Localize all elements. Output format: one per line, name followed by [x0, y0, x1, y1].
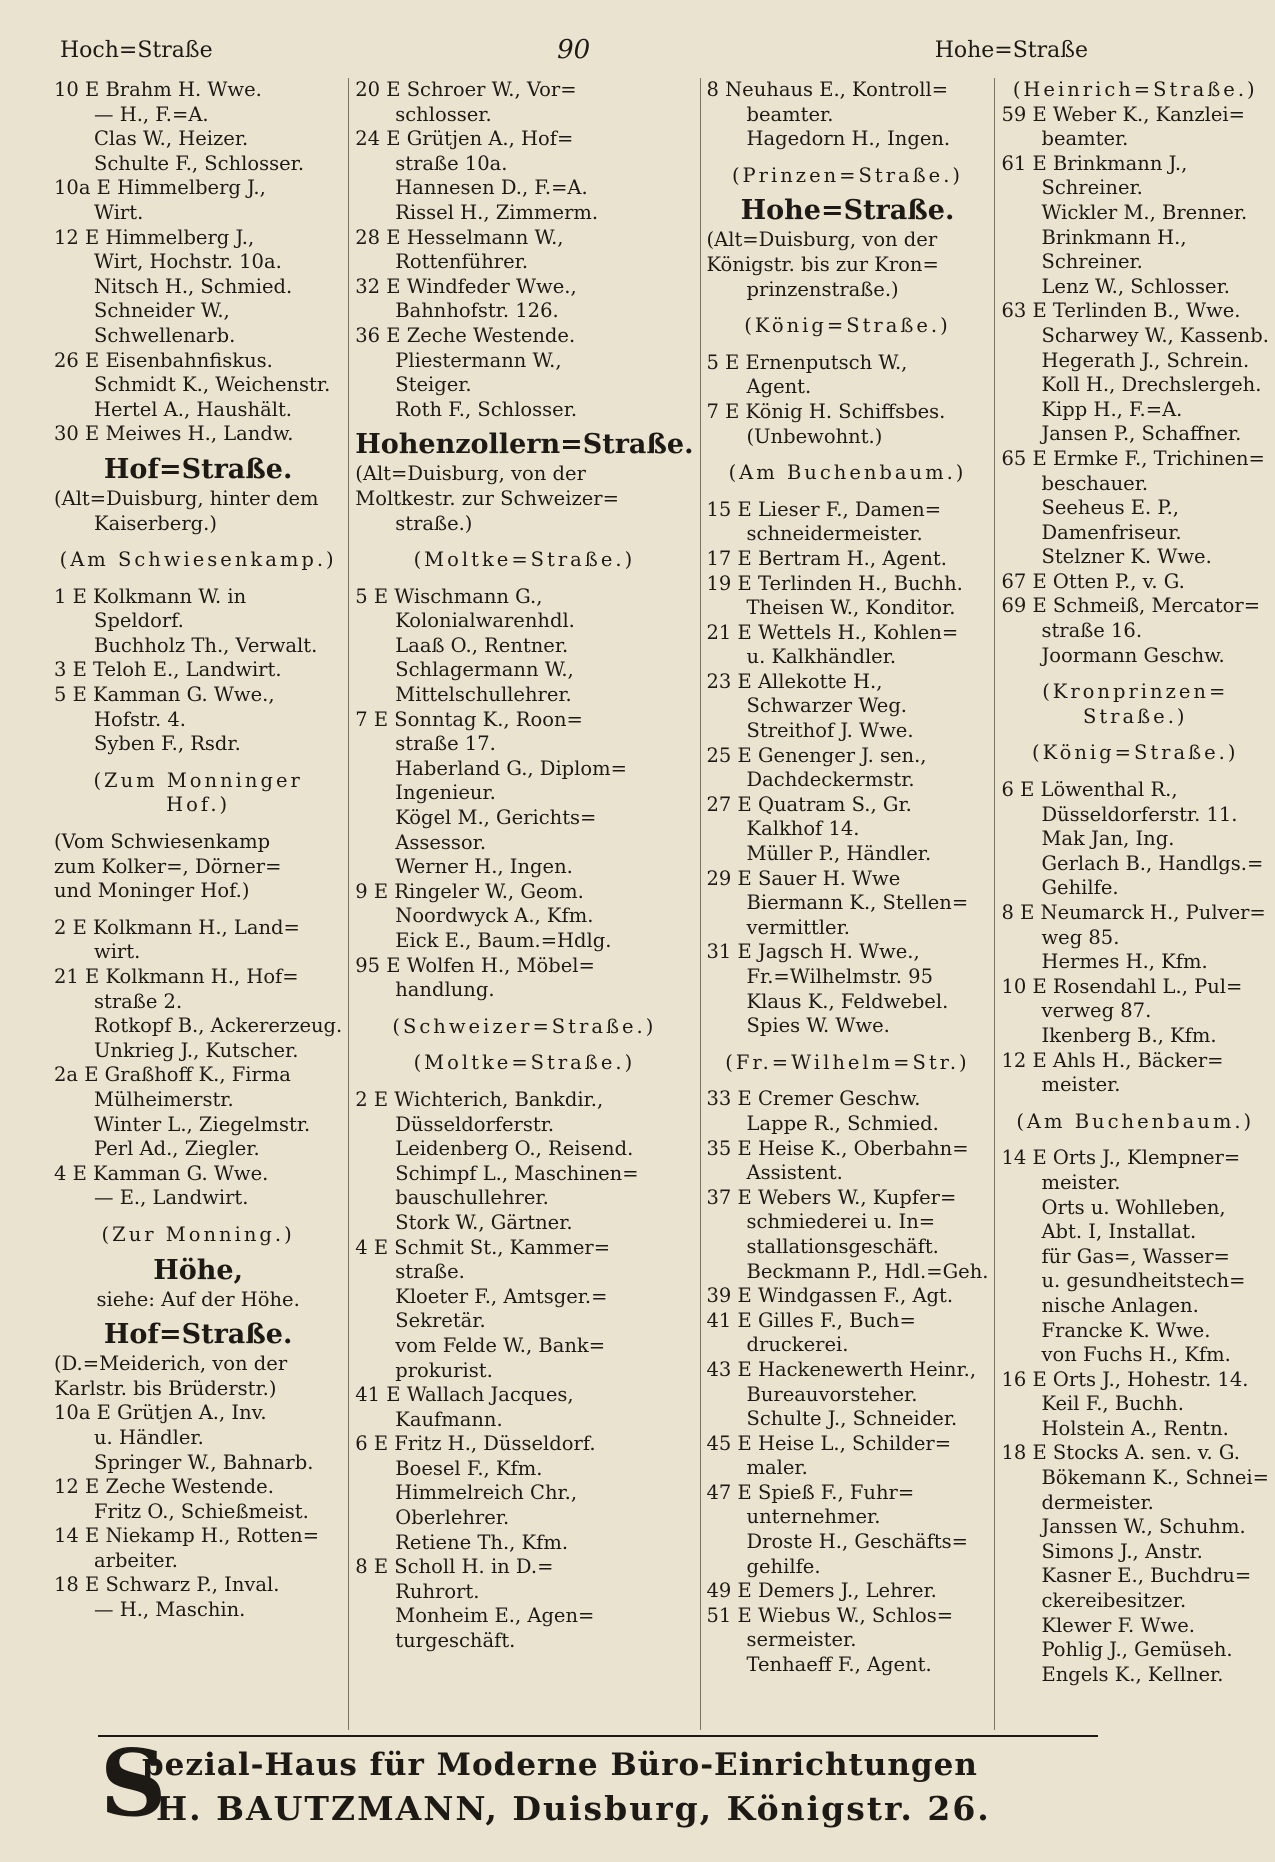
entry-line: 49 E Demers J., Lehrer.: [706, 1579, 937, 1603]
entry-line: Schlagermann W.,: [395, 658, 574, 682]
entry-line: (Alt=Duisburg, von der: [706, 228, 938, 252]
cross-street-note: (Am Buchenbaum.): [1016, 1109, 1255, 1133]
entry-line: 2a E Graßhoff K., Firma: [54, 1063, 291, 1087]
entry-line: Dachdeckermstr.: [746, 768, 915, 792]
entry-line: 25 E Genenger J. sen.,: [706, 743, 927, 767]
entry-line: vom Felde W., Bank=: [395, 1333, 606, 1357]
entry-line: und Moninger Hof.): [54, 879, 250, 903]
entry-line: Steiger.: [395, 373, 472, 397]
entry-line: Pliestermann W.,: [395, 348, 562, 372]
entry-line: Hertel A., Haushält.: [94, 397, 293, 421]
entry-line: Streithof J. Wwe.: [746, 719, 914, 743]
entry-line: Holstein A., Rentn.: [1041, 1416, 1229, 1440]
entry-line: Speldorf.: [94, 609, 184, 633]
entry-line: Roth F., Schlosser.: [395, 397, 578, 421]
entry-line: 4 E Schmit St., Kammer=: [355, 1235, 611, 1259]
entry-line: 3 E Teloh E., Landwirt.: [54, 658, 282, 682]
entry-line: u. Händler.: [94, 1425, 204, 1449]
entry-line: gehilfe.: [746, 1554, 821, 1578]
entry-line: Assessor.: [395, 830, 487, 854]
entry-line: Keil F., Buchh.: [1041, 1392, 1184, 1416]
spacer: [707, 449, 989, 461]
entry-line: 12 E Zeche Westende.: [54, 1475, 274, 1499]
entry-line: Ruhrort.: [395, 1579, 480, 1603]
street-heading: Hof=Straße.: [103, 453, 293, 485]
entry-line: Tenhaeff F., Agent.: [746, 1653, 932, 1677]
entry-line: Unkrieg J., Kutscher.: [94, 1038, 299, 1062]
entry-line: 23 E Allekotte H.,: [706, 669, 883, 693]
entry-line: 17 E Bertram H., Agent.: [706, 546, 947, 570]
cross-street-note: (Zur Monning.): [101, 1222, 295, 1246]
spacer: [54, 904, 342, 916]
entry-line: Bureauvorsteher.: [746, 1382, 918, 1406]
entry-line: 37 E Webers W., Kupfer=: [706, 1185, 957, 1209]
columns: [52, 78, 1270, 1730]
entry-line: Brinkmann H.,: [1041, 225, 1187, 249]
entry-line: 6 E Löwenthal R.,: [1001, 778, 1178, 802]
entry-line: straße.): [395, 511, 473, 535]
entry-line: 69 E Schmeiß, Mercator=: [1001, 594, 1261, 618]
entry-line: Kaiserberg.): [94, 511, 217, 535]
cross-street-note: Straße.): [1082, 704, 1188, 728]
entry-line: 21 E Kolkmann H., Hof=: [54, 965, 299, 988]
spacer: [54, 1211, 342, 1223]
entry-line: 32 E Windfeder Wwe.,: [355, 274, 577, 298]
entry-line: Schwellenarb.: [94, 323, 236, 347]
entry-line: 8 E Neumarck H., Pulver=: [1001, 901, 1266, 924]
entry-line: 10a E Himmelberg J.,: [54, 176, 266, 200]
entry-line: 61 E Brinkmann J.,: [1001, 151, 1188, 175]
entry-line: Haberland G., Diplom=: [395, 756, 627, 780]
entry-line: — E., Landwirt.: [94, 1186, 249, 1210]
entry-line: Hannesen D., F.=A.: [395, 176, 588, 200]
entry-line: 41 E Gilles F., Buch=: [706, 1308, 916, 1332]
entry-line: Assistent.: [746, 1161, 843, 1185]
entry-line: vermittler.: [746, 915, 850, 939]
entry-line: Schmidt K., Weichenstr.: [94, 373, 331, 397]
entry-line: siehe: Auf der Höhe.: [96, 1287, 300, 1311]
entry-line: 8 E Scholl H. in D.=: [355, 1555, 554, 1579]
spacer: [54, 573, 342, 585]
entry-line: Ikenberg B., Kfm.: [1041, 1023, 1217, 1047]
entry-line: Leidenberg O., Reisend.: [395, 1137, 634, 1161]
entry-line: 47 E Spieß F., Fuhr=: [706, 1480, 915, 1504]
entry-line: Schulte F., Schlosser.: [94, 151, 305, 175]
entry-line: 36 E Zeche Westende.: [355, 323, 576, 347]
cross-street-note: (Moltke=Straße.): [413, 548, 636, 572]
entry-line: — H., F.=A.: [94, 102, 209, 126]
cross-street-note: (Heinrich=Straße.): [1012, 78, 1258, 101]
spacer: [54, 536, 342, 548]
entry-line: 16 E Orts J., Hohestr. 14.: [1001, 1367, 1249, 1391]
entry-line: Mülheimerstr.: [94, 1087, 234, 1111]
entry-line: (Unbewohnt.): [746, 424, 883, 448]
entry-line: handlung.: [395, 978, 495, 1002]
spacer: [1001, 1134, 1269, 1146]
spacer: [707, 152, 989, 164]
street-heading: Hof=Straße.: [103, 1319, 293, 1351]
entry-line: Agent.: [746, 375, 812, 399]
spacer: [54, 818, 342, 830]
entry-line: beamter.: [746, 102, 834, 126]
entry-line: u. Kalkhändler.: [746, 645, 897, 669]
street-heading: Hohe=Straße.: [740, 195, 955, 227]
entry-line: Kolonialwarenhdl.: [395, 609, 575, 633]
entry-line: Moltkestr. zur Schweizer=: [355, 486, 619, 510]
spacer: [707, 339, 989, 351]
entry-line: Scharwey W., Kassenb.: [1041, 323, 1269, 347]
column-4: [994, 78, 1275, 1730]
entry-line: Francke K. Wwe.: [1041, 1318, 1211, 1342]
entry-line: Ingenieur.: [395, 781, 496, 805]
entry-line: 20 E Schroer W., Vor=: [355, 78, 577, 101]
entry-line: Simons J., Anstr.: [1041, 1539, 1203, 1563]
entry-line: Schreiner.: [1041, 176, 1143, 200]
entry-line: Schulte J., Schneider.: [746, 1407, 958, 1431]
entry-line: von Fuchs H., Kfm.: [1041, 1343, 1231, 1367]
entry-line: 7 E Sonntag K., Roon=: [355, 707, 583, 731]
entry-line: — H., Maschin.: [94, 1598, 246, 1622]
entry-line: Düsseldorferstr.: [395, 1112, 555, 1136]
entry-line: sermeister.: [746, 1628, 857, 1652]
entry-line: Schreiner.: [1041, 250, 1143, 274]
entry-line: Hegerath J., Schrein.: [1041, 348, 1250, 372]
entry-line: zum Kolker=, Dörner=: [54, 854, 282, 878]
entry-line: Oberlehrer.: [395, 1506, 510, 1530]
entry-line: 41 E Wallach Jacques,: [355, 1383, 574, 1407]
entry-line: Abt. I, Installat.: [1041, 1220, 1197, 1244]
entry-line: bauschullehrer.: [395, 1186, 549, 1210]
entry-line: beschauer.: [1041, 471, 1149, 495]
spacer: [355, 1076, 693, 1088]
ad-line-2: H. BAUTZMANN, Duisburg, Königstr. 26.: [156, 1789, 991, 1828]
entry-line: verweg 87.: [1041, 999, 1152, 1023]
entry-line: ckereibesitzer.: [1041, 1589, 1187, 1613]
entry-line: Janssen W., Schuhm.: [1041, 1515, 1246, 1539]
entry-line: 59 E Weber K., Kanzlei=: [1001, 102, 1245, 126]
entry-line: Rissel H., Zimmerm.: [395, 200, 599, 224]
entry-line: Biermann K., Stellen=: [746, 891, 969, 915]
spacer: [1001, 766, 1269, 778]
cross-street-note: (Am Schwiesenkamp.): [59, 548, 337, 572]
entry-line: Jansen P., Schaffner.: [1041, 422, 1242, 446]
entry-line: Kasner E., Buchdru=: [1041, 1564, 1252, 1588]
entry-line: Schimpf L., Maschinen=: [395, 1161, 639, 1185]
entry-line: Perl Ad., Ziegler.: [94, 1137, 260, 1161]
entry-line: 29 E Sauer H. Wwe: [706, 866, 901, 890]
entry-line: Seeheus E. P.,: [1041, 496, 1179, 520]
entry-line: 18 E Schwarz P., Inval.: [54, 1573, 280, 1597]
entry-line: 27 E Quatram S., Gr.: [706, 792, 912, 816]
entry-line: Königstr. bis zur Kron=: [706, 252, 939, 276]
spacer: [707, 1075, 989, 1087]
ad-line-1: pezial-Haus für Moderne Büro-Einrichtungen: [142, 1747, 978, 1783]
spacer: [707, 1039, 989, 1051]
entry-line: Sekretär.: [395, 1309, 486, 1333]
entry-line: 28 E Hesselmann W.,: [355, 225, 564, 249]
entry-line: Spies W. Wwe.: [746, 1014, 890, 1038]
entry-line: 5 E Ernenputsch W.,: [706, 350, 908, 374]
entry-line: 5 E Wischmann G.,: [355, 584, 543, 608]
entry-line: 15 E Lieser F., Damen=: [706, 497, 942, 521]
entry-line: Syben F., Rsdr.: [94, 732, 241, 756]
entry-line: Stelzner K. Wwe.: [1041, 545, 1212, 569]
entry-line: Nitsch H., Schmied.: [94, 274, 293, 298]
entry-line: Hagedorn H., Ingen.: [746, 127, 951, 151]
spacer: [355, 536, 693, 548]
entry-line: Springer W., Bahnarb.: [94, 1450, 314, 1474]
column-1: [52, 78, 348, 1730]
entry-line: 95 E Wolfen H., Möbel=: [355, 953, 595, 977]
entry-line: meister.: [1041, 1073, 1121, 1097]
entry-line: 14 E Niekamp H., Rotten=: [54, 1524, 320, 1548]
entry-line: Düsseldorferstr. 11.: [1041, 802, 1238, 826]
entry-line: Laaß O., Rentner.: [395, 633, 569, 657]
entry-line: 5 E Kamman G. Wwe.,: [54, 683, 275, 707]
entry-line: für Gas=, Wasser=: [1041, 1244, 1230, 1268]
entry-line: Rotkopf B., Ackererzeug.: [94, 1014, 343, 1038]
entry-line: Engels K., Kellner.: [1041, 1662, 1224, 1686]
entry-line: Wirt.: [94, 200, 144, 224]
entry-line: meister.: [1041, 1170, 1121, 1194]
entry-line: Droste H., Geschäfts=: [746, 1530, 969, 1554]
entry-line: Mak Jan, Ing.: [1041, 827, 1175, 851]
entry-line: 10 E Brahm H. Wwe.: [54, 78, 262, 101]
entry-line: Klewer F. Wwe.: [1041, 1613, 1195, 1637]
entry-line: Müller P., Händler.: [746, 842, 932, 866]
entry-line: 21 E Wettels H., Kohlen=: [706, 620, 959, 644]
entry-line: Wirt, Hochstr. 10a.: [94, 250, 282, 274]
entry-line: Schwarzer Weg.: [746, 694, 908, 718]
cross-street-note: (König=Straße.): [1031, 741, 1239, 765]
entry-line: weg 85.: [1041, 925, 1120, 949]
cross-street-note: (Zum Monninger: [93, 768, 303, 792]
entry-line: 45 E Heise L., Schilder=: [706, 1431, 952, 1455]
entry-line: 43 E Hackenewerth Heinr.,: [706, 1357, 977, 1381]
spacer: [1001, 1098, 1269, 1110]
entry-line: Kalkhof 14.: [746, 817, 860, 841]
entry-line: arbeiter.: [94, 1548, 178, 1572]
entry-line: Retiene Th., Kfm.: [395, 1530, 569, 1554]
entry-line: Noordwyck A., Kfm.: [395, 904, 594, 928]
entry-line: Kloeter F., Amtsger.=: [395, 1284, 608, 1308]
entry-line: straße 17.: [395, 732, 496, 756]
spacer: [1001, 729, 1269, 741]
entry-line: straße 2.: [94, 989, 183, 1013]
page-number: 90: [557, 35, 591, 65]
entry-line: Schneider W.,: [94, 299, 230, 323]
entry-line: nische Anlagen.: [1041, 1293, 1199, 1317]
entry-line: Fr.=Wilhelmstr. 95: [746, 965, 933, 988]
entry-line: 33 E Cremer Geschw.: [706, 1087, 921, 1111]
entry-line: Hofstr. 4.: [94, 707, 186, 731]
entry-line: 10a E Grütjen A., Inv.: [54, 1401, 267, 1425]
entry-line: Bahnhofstr. 126.: [395, 299, 559, 323]
entry-line: schneidermeister.: [746, 522, 923, 546]
spacer: [355, 1003, 693, 1015]
entry-line: 2 E Kolkmann H., Land=: [54, 915, 300, 939]
header-left-street: Hoch=Straße: [60, 37, 213, 63]
entry-line: Theisen W., Konditor.: [746, 596, 956, 620]
entry-line: Werner H., Ingen.: [395, 855, 573, 879]
street-heading: Hohenzollern=Straße.: [355, 429, 694, 461]
entry-line: straße.: [395, 1260, 465, 1284]
entry-line: Fritz O., Schießmeist.: [94, 1499, 309, 1523]
entry-line: 10 E Rosendahl L., Pul=: [1001, 974, 1243, 998]
entry-line: Winter L., Ziegelmstr.: [94, 1112, 311, 1136]
entry-line: Monheim E., Agen=: [395, 1604, 595, 1628]
entry-line: Orts u. Wohlleben,: [1041, 1195, 1226, 1219]
entry-line: Pohlig J., Gemüseh.: [1041, 1638, 1233, 1662]
entry-line: 2 E Wichterich, Bankdir.,: [355, 1087, 604, 1111]
entry-line: Wickler M., Brenner.: [1041, 200, 1248, 224]
entry-line: Karlstr. bis Brüderstr.): [54, 1376, 277, 1400]
entry-line: Rottenführer.: [395, 250, 529, 274]
entry-line: 35 E Heise K., Oberbahn=: [706, 1136, 969, 1160]
entry-line: 24 E Grütjen A., Hof=: [355, 127, 574, 151]
column-3: [700, 78, 995, 1730]
entry-line: 7 E König H. Schiffsbes.: [706, 399, 946, 423]
entry-line: (Vom Schwiesenkamp: [54, 830, 271, 854]
entry-line: prokurist.: [395, 1358, 493, 1382]
entry-line: (Alt=Duisburg, hinter dem: [54, 486, 319, 510]
entry-line: Klaus K., Feldwebel.: [746, 989, 949, 1013]
entry-line: Beckmann P., Hdl.=Geh.: [746, 1259, 989, 1283]
entry-line: 9 E Ringeler W., Geom.: [355, 879, 584, 903]
entry-line: 4 E Kamman G. Wwe.: [54, 1161, 269, 1185]
entry-line: Gehilfe.: [1041, 876, 1119, 900]
entry-line: 6 E Fritz H., Düsseldorf.: [355, 1432, 596, 1456]
entry-line: straße 16.: [1041, 619, 1143, 643]
entry-line: maler.: [746, 1456, 808, 1480]
entry-line: Kaufmann.: [395, 1407, 503, 1431]
cross-street-note: Hof.): [166, 793, 231, 817]
entry-line: 67 E Otten P., v. G.: [1001, 569, 1185, 593]
cross-street-note: (Moltke=Straße.): [413, 1051, 636, 1075]
entry-line: Bökemann K., Schnei=: [1041, 1466, 1270, 1490]
cross-street-note: (Fr.=Wilhelm=Str.): [725, 1050, 970, 1074]
entry-line: Gerlach B., Handlgs.=: [1041, 851, 1264, 875]
spacer: [355, 573, 693, 585]
entry-line: 8 Neuhaus E., Kontroll=: [706, 78, 949, 101]
entry-line: 63 E Terlinden B., Wwe.: [1001, 299, 1241, 323]
spacer: [1001, 668, 1269, 680]
page-header: [60, 30, 1088, 70]
entry-line: Hermes H., Kfm.: [1041, 950, 1208, 974]
cross-street-note: (Kronprinzen=: [1042, 680, 1229, 704]
advertisement-footer: [98, 1729, 1098, 1839]
entry-line: 1 E Kolkmann W. in: [54, 584, 247, 608]
header-right-street: Hohe=Straße: [934, 37, 1088, 63]
entry-line: 19 E Terlinden H., Buchh.: [706, 571, 963, 595]
entry-line: turgeschäft.: [395, 1629, 516, 1653]
entry-line: dermeister.: [1041, 1490, 1154, 1514]
entry-line: schlosser.: [395, 102, 492, 126]
entry-line: Damenfriseur.: [1041, 520, 1182, 544]
entry-line: 30 E Meiwes H., Landw.: [54, 422, 294, 446]
spacer: [54, 757, 342, 769]
entry-line: u. gesundheitstech=: [1041, 1269, 1246, 1293]
entry-line: Lenz W., Schlosser.: [1041, 274, 1230, 298]
entry-line: beamter.: [1041, 127, 1129, 151]
entry-line: Himmelreich Chr.,: [395, 1481, 578, 1505]
column-2: [348, 78, 699, 1730]
entry-line: stallationsgeschäft.: [746, 1234, 939, 1258]
entry-line: unternehmer.: [746, 1505, 881, 1529]
entry-line: Stork W., Gärtner.: [395, 1210, 573, 1234]
cross-street-note: (Schweizer=Straße.): [392, 1014, 657, 1038]
ad-initial-letter: S: [100, 1729, 167, 1837]
entry-line: Joormann Geschw.: [1041, 643, 1225, 667]
entry-line: (D.=Meiderich, von der: [54, 1352, 288, 1376]
entry-line: 12 E Ahls H., Bäcker=: [1001, 1048, 1224, 1072]
entry-line: 39 E Windgassen F., Agt.: [706, 1284, 954, 1308]
entry-line: druckerei.: [746, 1333, 849, 1357]
entry-line: 26 E Eisenbahnfiskus.: [54, 348, 273, 372]
entry-line: Eick E., Baum.=Hdlg.: [395, 929, 612, 952]
cross-street-note: (Am Buchenbaum.): [728, 461, 967, 485]
entry-line: (Alt=Duisburg, von der: [355, 462, 586, 486]
entry-line: 18 E Stocks A. sen. v. G.: [1001, 1441, 1240, 1465]
spacer: [707, 302, 989, 314]
entry-line: Mittelschullehrer.: [395, 683, 572, 707]
entry-line: 51 E Wiebus W., Schlos=: [706, 1603, 954, 1627]
entry-line: 31 E Jagsch H. Wwe.,: [706, 940, 920, 964]
entry-line: 12 E Himmelberg J.,: [54, 225, 255, 249]
entry-line: wirt.: [94, 940, 141, 964]
spacer: [355, 1039, 693, 1051]
entry-line: Clas W., Heizer.: [94, 127, 249, 151]
cross-street-note: (Prinzen=Straße.): [731, 163, 964, 187]
entry-line: straße 10a.: [395, 151, 508, 175]
entry-line: schmiederei u. In=: [746, 1210, 936, 1234]
entry-line: Lappe R., Schmied.: [746, 1111, 939, 1135]
street-heading: Höhe,: [153, 1254, 243, 1286]
entry-line: Boesel F., Kfm.: [395, 1456, 543, 1480]
entry-line: Kögel M., Gerichts=: [395, 806, 597, 830]
entry-line: prinzenstraße.): [746, 277, 899, 301]
cross-street-note: (König=Straße.): [744, 314, 951, 338]
spacer: [707, 486, 989, 498]
entry-line: Koll H., Drechslergeh.: [1041, 373, 1262, 397]
entry-line: Buchholz Th., Verwalt.: [94, 633, 318, 657]
entry-line: Kipp H., F.=A.: [1041, 397, 1183, 421]
entry-line: 14 E Orts J., Klempner=: [1001, 1146, 1241, 1170]
entry-line: 65 E Ermke F., Trichinen=: [1001, 446, 1265, 470]
